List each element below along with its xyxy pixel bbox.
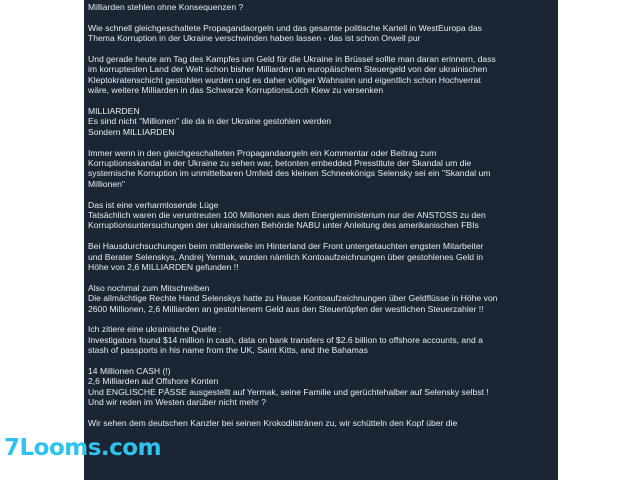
message-line: Das ist eine verharmlosende Lüge [88,199,219,210]
message-line: und Berater Selenskys, Andrej Yermak, wurden nämlich Kontoaufzeichnungen über gestohlenes Geld in [88,251,484,262]
message-line: Kleptokratenschicht gestohlen wurden und es daher völliger Wahnsinn und eigentlich schon Hochverrat [88,74,481,85]
message-paragraph [88,366,554,408]
watermark-domain: .com [100,435,162,461]
message-paragraph [88,324,554,355]
message-paragraph [88,418,554,428]
message-line: Korruptionsuntersuchungen der ukrainischen Behörde NABU unter Anleitung des amerikanischen FBIs [88,220,479,231]
message-paragraph [88,23,554,44]
message-line: Und ENGLISCHE PÄSSE ausgestellt auf Yermak, seine Familie und gerüchtehalber auf Selensky selbst ! [88,386,489,397]
message-line: Thema Korruption in der Ukraine verschwinden haben lassen - das ist schon Orwell pur [88,33,421,44]
message-line: im korruptesten Land der Welt schon bisher Milliarden an europäischem Steuergeld von der ukrainischen [88,64,488,75]
message-line: Also nochmal zum Mitschreiben [88,282,210,293]
message-line: wäre, weitere Milliarden in das Schwarze KorruptionsLoch Kiew zu versenken [88,85,384,96]
message-line: Immer wenn in den gleichgeschalteten Propagandaorgeln ein Kommentar oder Beitrag zum [88,147,437,158]
message-paragraph [88,106,554,137]
site-watermark [4,435,161,465]
message-line: Millionen" [88,178,125,189]
message-paragraph [88,2,554,12]
watermark-name: 7Looms [4,435,101,461]
message-line: Die allmächtige Rechte Hand Selenskys hatte zu Hause Kontoaufzeichnungen über Geldflüsse in Höhe von [88,293,498,304]
message-line: Bei Hausdurchsuchungen beim mittlerweile im Hinterland der Front untergetauchten engsten Mitarbeiter [88,241,484,252]
message-paragraph [88,148,554,190]
message-line: Und wir reden im Westen darüber nicht mehr ? [88,397,267,408]
message-line: Und gerade heute am Tag des Kampfes um Geld für die Ukraine in Brüssel sollte man daran erinnern, dass [88,54,496,64]
post-message [88,2,554,439]
message-line: Sondern MILLIARDEN [88,126,175,137]
message-line: Höhe von 2,6 MILLIARDEN gefunden !! [88,262,239,273]
message-paragraph [88,200,554,231]
message-line: Es sind nicht "Millionen" die da in der Ukraine gestohlen werden [88,116,332,127]
message-line: Tatsächlich waren die veruntreuten 100 Millionen aus dem Energieministerium nur der ANSTOSS zu den [88,210,486,221]
message-paragraph [88,54,554,96]
message-line: Wie schnell gleichgeschaltete Propagandaorgeln und das gesamte politische Kartell in WestEuropa das [88,22,482,33]
message-line: 14 Millionen CASH (!) [88,366,171,377]
message-line: Investigators found $14 million in cash, data on bank transfers of $2.6 billion to offshore accounts, and a [88,334,483,345]
message-line: MILLIARDEN [88,106,140,117]
message-line: Ich zitiere eine ukrainische Quelle : [88,324,222,335]
message-line: Milliarden stehlen ohne Konsequenzen ? [88,2,244,12]
message-line: systemische Korruption im unmittelbaren Umfeld des kleinen Schneekönigs Selensky sei ein "Skandal um [88,168,491,179]
message-line: stash of passports in his name from the UK, Saint Kitts, and the Bahamas [88,345,368,356]
message-panel [84,0,558,480]
message-line: 2,6 Milliarden auf Offshore Konten [88,376,219,387]
message-line: Korruptionsskandal in der Ukraine zu sehen war, betonten embedded Presstitute der Skandal um die [88,158,472,169]
message-line: 2600 Millionen, 2,6 Milliarden an gestohlenem Geld aus den Steuertöpfen der westlichen Steuerzahler !! [88,303,484,314]
message-paragraph [88,283,554,314]
message-line: Wir sehen dem deutschen Kanzler bei seinen Krokodilstränen zu, wir schütteln den Kopf über die [88,418,458,429]
message-paragraph [88,241,554,272]
